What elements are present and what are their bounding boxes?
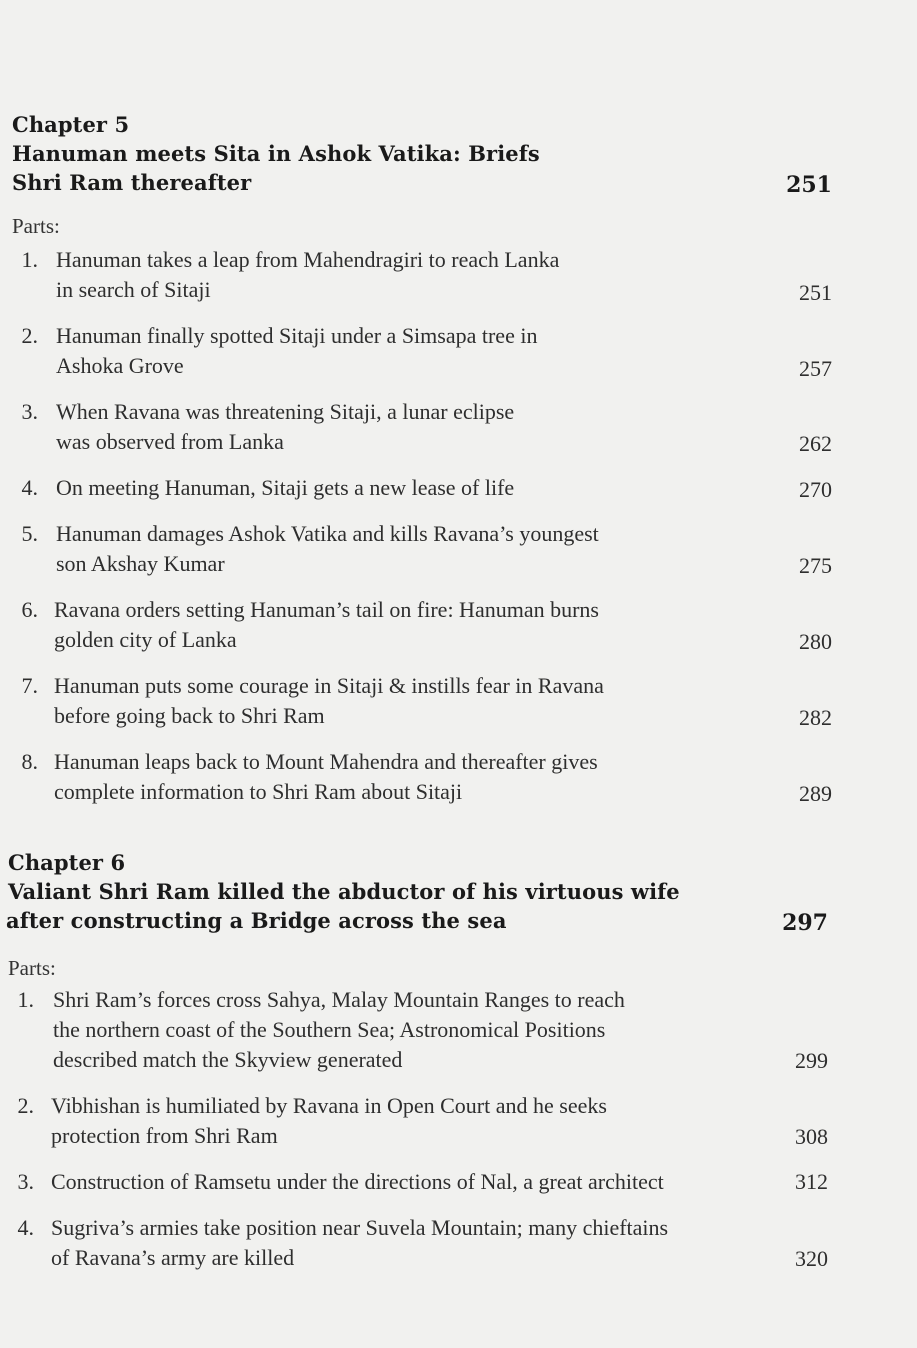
item-page: 282	[799, 705, 832, 730]
item-text-line-1: Ravana orders setting Hanuman’s tail on fire: Hanuman burns	[54, 597, 599, 622]
item-text-line-2: protection from Shri Ram	[51, 1123, 278, 1148]
chapter-5-title-line-2: Shri Ram thereafter	[12, 170, 252, 195]
chapter-6-parts-label: Parts:	[8, 956, 56, 980]
item-number: 4.	[17, 1215, 34, 1240]
item-text-line-1: Shri Ram’s forces cross Sahya, Malay Mountain Ranges to reach	[53, 987, 625, 1012]
item-page: 275	[799, 553, 832, 578]
item-number: 1.	[21, 247, 38, 272]
item-page: 251	[799, 280, 832, 305]
item-text-line-2: was observed from Lanka	[56, 429, 284, 454]
chapter-5-parts-label: Parts:	[12, 214, 60, 238]
chapter-6-title-line-1: Valiant Shri Ram killed the abductor of his virtuous wife	[8, 879, 680, 904]
chapter-5-label: Chapter 5	[12, 112, 130, 137]
item-text-line-2: of Ravana’s army are killed	[51, 1245, 295, 1270]
item-text-line-1: Vibhishan is humiliated by Ravana in Open Court and he seeks	[51, 1093, 607, 1118]
item-text-line-2: son Akshay Kumar	[56, 551, 225, 576]
item-text-line-2: complete information to Shri Ram about Sitaji	[54, 779, 463, 804]
item-number: 5.	[21, 521, 38, 546]
item-text-line-1: Hanuman finally spotted Sitaji under a Simsapa tree in	[56, 323, 538, 348]
item-text-line-1: Hanuman leaps back to Mount Mahendra and thereafter gives	[54, 749, 598, 774]
item-number: 1.	[17, 987, 34, 1012]
item-number: 3.	[21, 399, 38, 424]
item-text-line-1: Construction of Ramsetu under the directions of Nal, a great architect	[51, 1169, 664, 1194]
item-page: 320	[795, 1246, 828, 1271]
item-text-line-2: golden city of Lanka	[54, 627, 237, 652]
item-page: 257	[799, 356, 832, 381]
item-page: 280	[799, 629, 832, 654]
item-page: 262	[799, 431, 832, 456]
item-text-line-2: the northern coast of the Southern Sea; Astronomical Positions	[53, 1017, 606, 1042]
chapter-5-title-line-1: Hanuman meets Sita in Ashok Vatika: Briefs	[12, 141, 540, 166]
item-number: 7.	[21, 673, 38, 698]
item-number: 8.	[21, 749, 38, 774]
item-number: 2.	[17, 1093, 34, 1118]
item-text-line-1: Sugriva’s armies take position near Suvela Mountain; many chieftains	[51, 1215, 669, 1240]
item-text-line-2: Ashoka Grove	[56, 353, 184, 378]
chapter-5-page: 251	[786, 172, 832, 198]
item-page: 270	[799, 477, 832, 502]
item-text-line-1: Hanuman damages Ashok Vatika and kills Ravana’s youngest	[56, 521, 599, 546]
chapter-6-page: 297	[782, 910, 828, 936]
item-text-line-1: Hanuman puts some courage in Sitaji & instills fear in Ravana	[54, 673, 604, 698]
chapter-6-label: Chapter 6	[8, 850, 126, 875]
item-number: 3.	[17, 1169, 34, 1194]
item-number: 6.	[21, 597, 38, 622]
item-page: 289	[799, 781, 832, 806]
item-text-line-1: When Ravana was threatening Sitaji, a lunar eclipse	[56, 399, 515, 424]
item-page: 299	[795, 1048, 828, 1073]
chapter-6-title-line-2: after constructing a Bridge across the sea	[6, 908, 507, 933]
item-text-line-1: On meeting Hanuman, Sitaji gets a new lease of life	[56, 475, 515, 500]
item-page: 312	[795, 1169, 828, 1194]
item-text-line-2: in search of Sitaji	[56, 277, 211, 302]
item-number: 2.	[21, 323, 38, 348]
item-text-line-3: described match the Skyview generated	[53, 1047, 403, 1072]
item-page: 308	[795, 1124, 828, 1149]
item-text-line-1: Hanuman takes a leap from Mahendragiri to reach Lanka	[56, 247, 560, 272]
item-text-line-2: before going back to Shri Ram	[54, 703, 325, 728]
item-number: 4.	[21, 475, 38, 500]
